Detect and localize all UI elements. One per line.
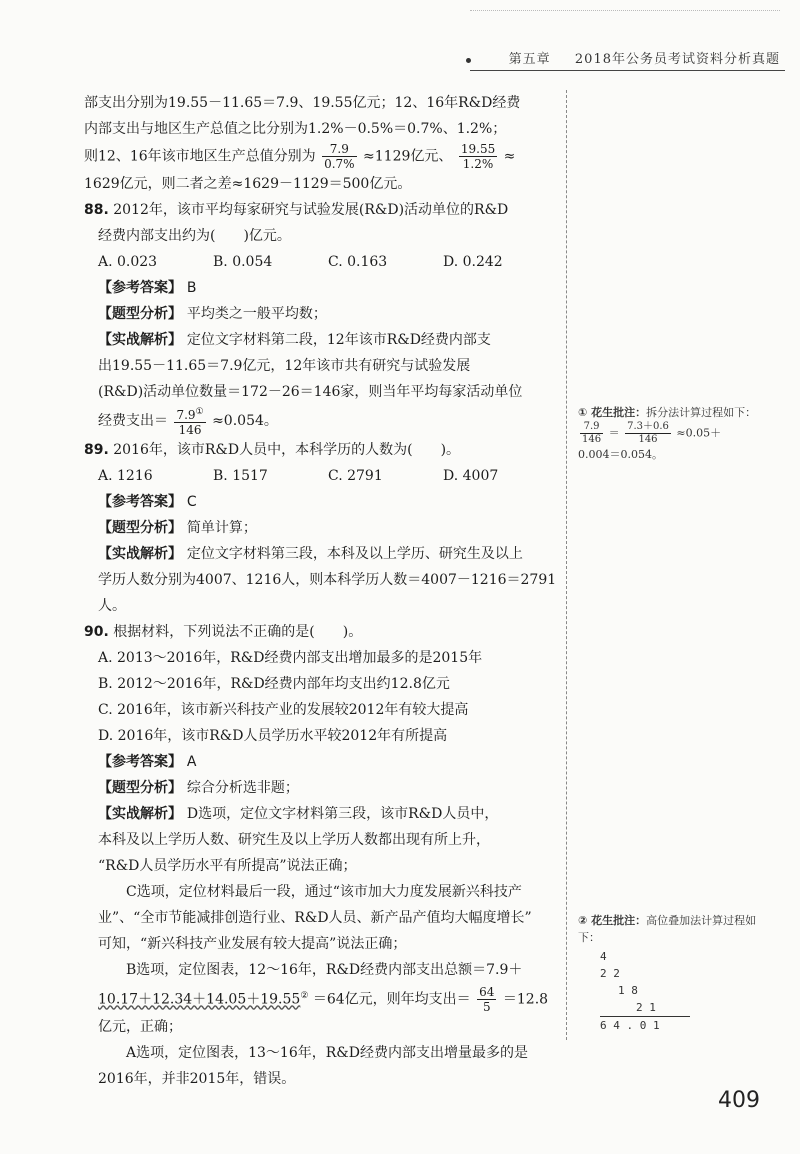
analysis-line: 亿元，正确； <box>98 1019 182 1036</box>
note-label: ① 花生批注： <box>578 406 647 419</box>
header-dot <box>466 58 471 63</box>
analysis-line: 出19.55－11.65＝7.9亿元，12年该市共有研究与试验发展 <box>98 358 471 374</box>
option: D. 0.242 <box>443 254 503 270</box>
intro-line: 部支出分别为19.55－11.65＝7.9、19.55亿元；12、16年R&D经费 <box>84 95 521 111</box>
question-stem: 88. 2012年，该市平均每家研究与试验发展(R&D)活动单位的R&D <box>84 202 509 218</box>
analysis-line: 业”、“全市节能减排创造行业、R&D人员、新产品产值均大幅度增长” <box>98 910 532 926</box>
fraction: $\frac{7.3+0.6}{146}$ <box>627 421 669 445</box>
answer-row: 【参考答案】 B <box>98 280 197 296</box>
question-number: 90. <box>84 624 109 640</box>
option: B. 1517 <box>213 468 268 484</box>
fraction: $\frac{19.55}{1.2\%}$ <box>460 142 496 171</box>
fraction: $\frac{7.9}{0.7\%}$ <box>324 142 355 171</box>
answer: A <box>186 754 197 770</box>
option: A. 1216 <box>98 468 153 484</box>
fraction: $\frac{64}{5}$ <box>479 985 495 1015</box>
stacked-addition: 4 2 2 1 8 2 1 6 4 . 0 1 <box>600 948 690 1034</box>
analysis-line: 10.17＋12.34＋14.05＋19.55② ＝64亿元，则年均支出＝ $\frac{64}{5}$ ＝12.8 <box>98 985 549 1015</box>
analysis-line: “R&D人员学历水平有所提高”说法正确； <box>98 858 357 874</box>
page-header <box>480 48 780 67</box>
question-number: 89. <box>84 442 109 458</box>
type-row: 【题型分析】 综合分析选非题； <box>98 780 299 796</box>
top-rule <box>470 10 780 11</box>
analysis-row: 【实战解析】 定位文字材料第二段，12年该市R&D经费内部支 <box>98 332 491 348</box>
intro-line: 1629亿元，则二者之差≈1629－1129＝500亿元。 <box>84 176 412 192</box>
fraction: $\frac{7.9}{146}$ <box>582 421 602 445</box>
page-number: 409 <box>718 1088 760 1113</box>
answer-row: 【参考答案】 A <box>98 754 197 770</box>
fraction: $\frac{7.9^①}{146}$ <box>176 407 204 437</box>
options <box>84 249 560 275</box>
type-row: 【题型分析】 简单计算； <box>98 520 257 536</box>
option: A. 2013～2016年，R&D经费内部支出增加最多的是2015年 <box>98 650 483 666</box>
option: C. 2016年，该市新兴科技产业的发展较2012年有较大提高 <box>98 702 469 718</box>
analysis-line: (R&D)活动单位数量＝172－26＝146家，则当年平均每家活动单位 <box>98 384 523 400</box>
note-label: ② 花生批注： <box>578 914 647 927</box>
analysis-line: B选项，定位图表，12～16年，R&D经费内部支出总额＝7.9＋ <box>126 962 523 978</box>
question-stem: 90. 根据材料，下列说法不正确的是( )。 <box>84 624 363 640</box>
option: D. 2016年，该市R&D人员学历水平较2012年有所提高 <box>98 728 448 744</box>
intro-line: 内部支出与地区生产总值之比分别为1.2%－0.5%＝0.7%、1.2%； <box>84 121 507 137</box>
analysis-line: 2016年，并非2015年，错误。 <box>98 1071 296 1088</box>
answer: C <box>186 494 197 510</box>
margin-rule <box>566 90 567 1040</box>
header-chapter: 第五章 <box>508 52 551 67</box>
question-stem: 89. 2016年，该市R&D人员中，本科学历的人数为( )。 <box>84 442 461 458</box>
header-title: 2018年公务员考试资料分析真题 <box>574 52 780 67</box>
question-number: 88. <box>84 202 109 218</box>
margin-note: ② 花生批注：高位叠加法计算过程如下： <box>578 914 757 944</box>
option: B. 0.054 <box>213 254 273 270</box>
header-line <box>470 70 785 71</box>
analysis-line: 可知，“新兴科技产业发展有较大提高”说法正确； <box>98 936 407 952</box>
analysis-line: A选项，定位图表，13～16年，R&D经费内部支出增量最多的是 <box>126 1045 528 1062</box>
analysis-row: 【实战解析】 定位文字材料第三段，本科及以上学历、研究生及以上 <box>98 546 523 562</box>
option: C. 0.163 <box>328 254 388 270</box>
intro-line: 则12、16年该市地区生产总值分别为 $\frac{7.9}{0.7\%}$ ≈1129亿元、 $\frac{19.55}{1.2\%}$ ≈ <box>84 142 516 171</box>
analysis-line: 学历人数分别为4007、1216人，则本科学历人数＝4007－1216＝2791人。 <box>98 572 557 614</box>
option: B. 2012～2016年，R&D经费内部年均支出约12.8亿元 <box>98 676 450 692</box>
analysis-row: 【实战解析】 D选项，定位文字材料第三段，该市R&D人员中， <box>98 806 499 822</box>
option: C. 2791 <box>328 468 383 484</box>
type-row: 【题型分析】 平均类之一般平均数； <box>98 306 327 322</box>
answer-row: 【参考答案】 C <box>98 494 197 510</box>
option: A. 0.023 <box>98 254 158 270</box>
options <box>84 463 560 489</box>
option: D. 4007 <box>443 468 499 484</box>
analysis-line: 本科及以上学历人数、研究生及以上学历人数都出现有所上升， <box>98 832 490 848</box>
margin-note: ① 花生批注：拆分法计算过程如下： $\frac{7.9}{146}$ ＝ $\frac{7.3+0.6}{146}$ ≈0.05＋ 0.004＝0.054。 <box>578 406 757 461</box>
analysis-line: C选项，定位材料最后一段，通过“该市加大力度发展新兴科技产 <box>126 884 522 900</box>
answer: B <box>186 280 197 296</box>
question-stem: 经费内部支出约为( )亿元。 <box>98 228 291 244</box>
main-content <box>84 90 560 1092</box>
analysis-line: 经费支出＝ $\frac{7.9^①}{146}$ ≈0.054。 <box>98 407 278 437</box>
